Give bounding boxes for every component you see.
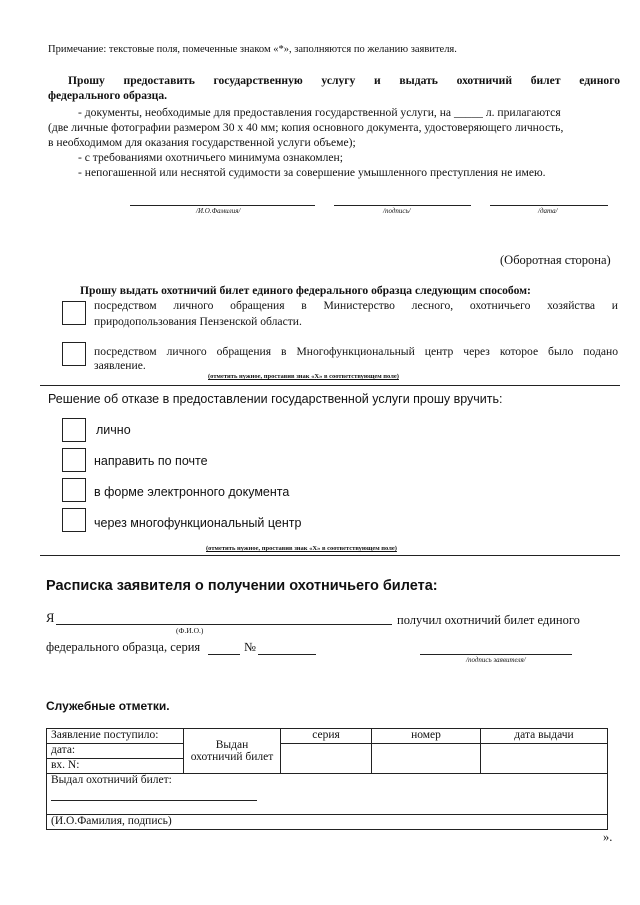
note-text: Примечание: текстовые поля, помеченные знаком «*», заполняются по желанию заявителя.: [48, 44, 457, 55]
issued-label-cell: [184, 729, 281, 774]
issuer-caption-cell: (И.О.Фамилия, подпись): [47, 815, 608, 830]
number-value-cell[interactable]: [372, 744, 481, 774]
name-line[interactable]: [130, 205, 315, 206]
receipt-i: Я: [46, 611, 55, 625]
number-header: номер: [372, 729, 481, 744]
docs-line1: - документы, необходимые для предоставления государственной услуги, на _____ л. прилагаются: [78, 106, 561, 119]
service-row-4: [47, 774, 608, 815]
refusal-option-mail: направить по почте: [94, 454, 208, 468]
date-label-cell: дата:: [47, 744, 184, 759]
issuer-cell: [47, 774, 608, 815]
closing-quote: ».: [603, 830, 613, 844]
conviction-line: - непогашенной или неснятой судимости за совершение умышленного преступления не имею.: [78, 166, 546, 179]
service-row-2: [47, 744, 608, 759]
refusal-option-mfc-checkbox[interactable]: [62, 508, 86, 532]
name-caption: /И.О.Фамилия/: [196, 207, 241, 215]
receipt-fio-caption: (Ф.И.О.): [176, 626, 204, 635]
date-caption: /дата/: [538, 207, 558, 215]
receipt-federal-text: федерального образца, серия: [46, 640, 201, 654]
docs-line3: в необходимом для оказания государственной услуги объеме);: [48, 136, 356, 149]
request-heading-line1: Прошу предоставить государственную услугу и выдать охотничий билет единого: [68, 74, 620, 87]
receipt-fio-line[interactable]: [56, 624, 392, 625]
method-option2-checkbox[interactable]: [62, 342, 86, 366]
signature-caption: /подпись/: [383, 207, 411, 215]
method-option2-line2: заявление.: [94, 359, 146, 372]
issued-label: Выдан: [215, 739, 249, 751]
incoming-label-cell: вх. N:: [47, 759, 184, 774]
method-option2-line1: посредством личного обращения в Многофункциональный центр через которое было подано: [94, 345, 618, 358]
received-label-cell: Заявление поступило:: [47, 729, 184, 744]
issued-label2: охотничий билет: [190, 751, 274, 763]
receipt-received-text: получил охотничий билет единого: [397, 613, 580, 627]
reverse-side-label: (Оборотная сторона): [500, 253, 611, 267]
refusal-option-mail-checkbox[interactable]: [62, 448, 86, 472]
method-hint: (отметить нужное, проставив знак «Х» в соответствующем поле): [208, 373, 399, 380]
receipt-heading: Расписка заявителя о получении охотничьего билета:: [46, 578, 438, 594]
date-line[interactable]: [490, 205, 608, 206]
issue-date-value-cell[interactable]: [481, 744, 608, 774]
service-heading: Служебные отметки.: [46, 699, 170, 713]
receipt-sign-line[interactable]: [420, 654, 572, 655]
service-row-5: [47, 815, 608, 830]
receipt-series-line[interactable]: [208, 654, 240, 655]
receipt-number-line[interactable]: [258, 654, 316, 655]
series-value-cell[interactable]: [281, 744, 372, 774]
refusal-option-personally: лично: [96, 423, 131, 437]
method-heading: Прошу выдать охотничий билет единого федерального образца следующим способом:: [80, 284, 531, 297]
method-option1-checkbox[interactable]: [62, 301, 86, 325]
receipt-sign-caption: /подпись заявителя/: [466, 656, 526, 664]
issue-date-header: дата выдачи: [481, 729, 608, 744]
divider-2: [40, 555, 620, 556]
method-option1-line1: посредством личного обращения в Министерство лесного, охотничьего хозяйства и: [94, 299, 618, 312]
refusal-hint: (отметить нужное, проставив знак «Х» в соответствующем поле): [206, 545, 397, 552]
request-heading-line2: федерального образца.: [48, 89, 168, 102]
refusal-option-mfc: через многофункциональный центр: [94, 516, 302, 530]
docs-line2: (две личные фотографии размером 30 х 40 мм; копия основного документа, удостоверяющего личность,: [48, 121, 564, 134]
series-header: серия: [281, 729, 372, 744]
divider-1: [40, 385, 620, 386]
method-option1-line2: природопользования Пензенской области.: [94, 315, 302, 328]
issuer-label: Выдал охотничий билет:: [51, 774, 172, 786]
refusal-option-electronic: в форме электронного документа: [94, 485, 290, 499]
refusal-option-personally-checkbox[interactable]: [62, 418, 86, 442]
minimum-line: - с требованиями охотничьего минимума ознакомлен;: [78, 151, 343, 164]
issuer-line[interactable]: [51, 800, 257, 801]
receipt-number-sign: №: [244, 640, 256, 654]
refusal-option-electronic-checkbox[interactable]: [62, 478, 86, 502]
service-row-1: [47, 729, 608, 744]
service-table: [46, 728, 608, 830]
signature-line[interactable]: [334, 205, 471, 206]
refusal-heading: Решение об отказе в предоставлении государственной услуги прошу вручить:: [48, 392, 503, 406]
